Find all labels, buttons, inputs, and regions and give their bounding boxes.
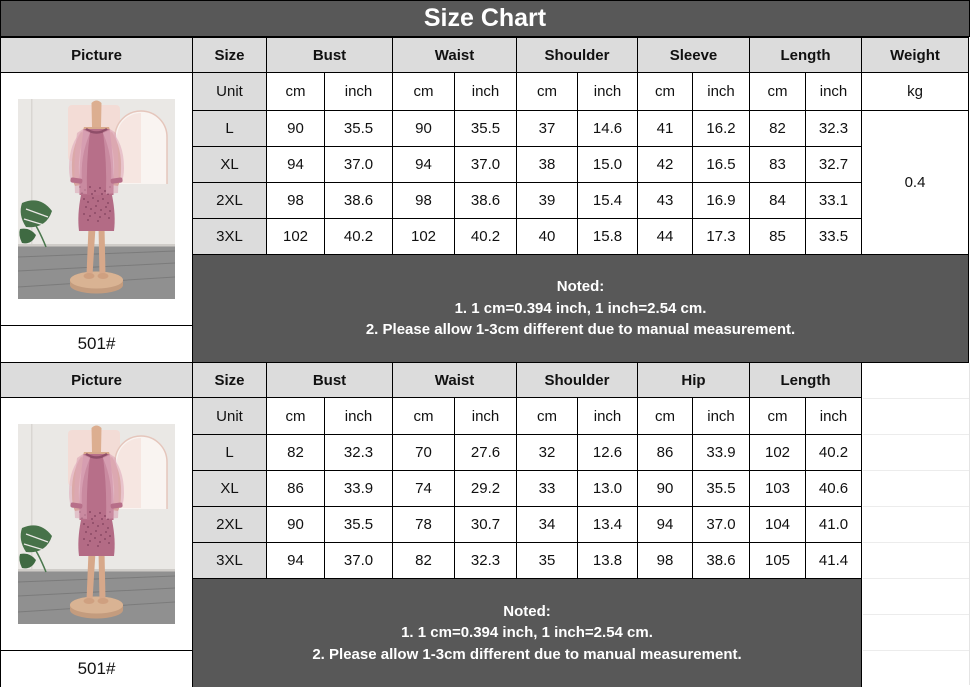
value-cell: 15.4: [578, 183, 638, 219]
unit-cell: cm: [267, 73, 325, 111]
noted-block: [193, 255, 969, 363]
value-cell: 33.9: [693, 435, 750, 471]
size-cell: 2XL: [193, 183, 267, 219]
product-photo: [18, 424, 175, 624]
value-cell: 32.3: [455, 543, 517, 579]
size-cell: XL: [193, 147, 267, 183]
col-header-bust: Bust: [267, 38, 393, 73]
value-cell: 85: [750, 219, 806, 255]
value-cell: 38.6: [325, 183, 393, 219]
unit-cell: inch: [806, 398, 862, 435]
product-code-label: 501#: [1, 326, 193, 363]
value-cell: 105: [750, 543, 806, 579]
value-cell: 37: [517, 111, 578, 147]
value-cell: 84: [750, 183, 806, 219]
value-cell: 32.7: [806, 147, 862, 183]
unit-cell: cm: [517, 398, 578, 435]
value-cell: 16.2: [693, 111, 750, 147]
value-cell: 13.4: [578, 507, 638, 543]
col-header-waist: Waist: [393, 363, 517, 398]
value-cell: 38.6: [693, 543, 750, 579]
note-line-1: 1. 1 cm=0.394 inch, 1 inch=2.54 cm.: [454, 299, 707, 317]
value-cell: 33.9: [325, 471, 393, 507]
value-cell: 35.5: [325, 507, 393, 543]
unit-cell: inch: [455, 398, 517, 435]
value-cell: 86: [267, 471, 325, 507]
unit-cell: inch: [806, 73, 862, 111]
value-cell: 29.2: [455, 471, 517, 507]
value-cell: 94: [267, 147, 325, 183]
note-heading: Noted:: [503, 602, 551, 620]
value-cell: 40.2: [325, 219, 393, 255]
value-cell: 30.7: [455, 507, 517, 543]
product-photo-cell: [1, 398, 193, 651]
unit-row-label: Unit: [193, 73, 267, 111]
value-cell: 43: [638, 183, 693, 219]
value-cell: 90: [267, 507, 325, 543]
note-heading: Noted:: [556, 278, 605, 296]
value-cell: 35.5: [455, 111, 517, 147]
value-cell: 27.6: [455, 435, 517, 471]
weight-unit-cell: kg: [862, 73, 969, 111]
noted-block: [193, 579, 862, 687]
value-cell: 37.0: [325, 147, 393, 183]
col-header-shoulder: Shoulder: [517, 38, 638, 73]
value-cell: 44: [638, 219, 693, 255]
value-cell: 37.0: [455, 147, 517, 183]
col-header-length: Length: [750, 38, 862, 73]
col-header-length: Length: [750, 363, 862, 398]
unit-cell: inch: [693, 398, 750, 435]
size-cell: 3XL: [193, 543, 267, 579]
value-cell: 38.6: [455, 183, 517, 219]
value-cell: 32: [517, 435, 578, 471]
value-cell: 90: [267, 111, 325, 147]
unit-cell: inch: [325, 398, 393, 435]
page-title: Size Chart: [0, 0, 970, 37]
col-header-picture: Picture: [1, 38, 193, 73]
col-header-sleeve: Sleeve: [638, 38, 750, 73]
value-cell: 16.5: [693, 147, 750, 183]
value-cell: 98: [393, 183, 455, 219]
product-photo: [18, 99, 175, 299]
value-cell: 98: [638, 543, 693, 579]
value-cell: 35.5: [325, 111, 393, 147]
col-header-weight: Weight: [862, 38, 969, 73]
size-cell: 3XL: [193, 219, 267, 255]
value-cell: 83: [750, 147, 806, 183]
value-cell: 37.0: [693, 507, 750, 543]
unit-cell: cm: [750, 398, 806, 435]
unit-cell: inch: [455, 73, 517, 111]
note-line-2: 2. Please allow 1-3cm different due to manual measurement.: [312, 645, 742, 663]
value-cell: 37.0: [325, 543, 393, 579]
value-cell: 82: [393, 543, 455, 579]
unit-cell: inch: [578, 398, 638, 435]
value-cell: 94: [638, 507, 693, 543]
value-cell: 12.6: [578, 435, 638, 471]
product-photo-cell: [1, 73, 193, 326]
unit-cell: inch: [578, 73, 638, 111]
col-header-shoulder: Shoulder: [517, 363, 638, 398]
value-cell: 15.8: [578, 219, 638, 255]
size-cell: XL: [193, 471, 267, 507]
value-cell: 102: [267, 219, 325, 255]
unit-cell: cm: [517, 73, 578, 111]
value-cell: 102: [750, 435, 806, 471]
value-cell: 42: [638, 147, 693, 183]
col-header-waist: Waist: [393, 38, 517, 73]
value-cell: 40.2: [806, 435, 862, 471]
size-table-1: [0, 37, 969, 363]
value-cell: 16.9: [693, 183, 750, 219]
value-cell: 40.6: [806, 471, 862, 507]
unit-cell: cm: [638, 398, 693, 435]
size-cell: L: [193, 111, 267, 147]
value-cell: 38: [517, 147, 578, 183]
value-cell: 41.4: [806, 543, 862, 579]
value-cell: 78: [393, 507, 455, 543]
value-cell: 82: [750, 111, 806, 147]
col-header-size: Size: [193, 363, 267, 398]
value-cell: 40.2: [455, 219, 517, 255]
value-cell: 90: [638, 471, 693, 507]
value-cell: 32.3: [806, 111, 862, 147]
value-cell: 98: [267, 183, 325, 219]
col-header-hip: Hip: [638, 363, 750, 398]
unit-cell: cm: [393, 398, 455, 435]
value-cell: 41.0: [806, 507, 862, 543]
size-cell: L: [193, 435, 267, 471]
value-cell: 14.6: [578, 111, 638, 147]
unit-cell: cm: [750, 73, 806, 111]
value-cell: 35: [517, 543, 578, 579]
weight-value-cell: 0.4: [862, 111, 969, 255]
value-cell: 15.0: [578, 147, 638, 183]
col-header-size: Size: [193, 38, 267, 73]
value-cell: 40: [517, 219, 578, 255]
value-cell: 94: [267, 543, 325, 579]
value-cell: 39: [517, 183, 578, 219]
value-cell: 90: [393, 111, 455, 147]
unit-cell: cm: [393, 73, 455, 111]
value-cell: 33.1: [806, 183, 862, 219]
value-cell: 35.5: [693, 471, 750, 507]
value-cell: 82: [267, 435, 325, 471]
value-cell: 13.8: [578, 543, 638, 579]
unit-cell: inch: [325, 73, 393, 111]
value-cell: 103: [750, 471, 806, 507]
value-cell: 102: [393, 219, 455, 255]
spreadsheet-gridlines: [863, 363, 970, 685]
col-header-picture: Picture: [1, 363, 193, 398]
value-cell: 86: [638, 435, 693, 471]
value-cell: 32.3: [325, 435, 393, 471]
note-line-1: 1. 1 cm=0.394 inch, 1 inch=2.54 cm.: [401, 624, 653, 642]
value-cell: 17.3: [693, 219, 750, 255]
size-table-2: [0, 362, 862, 687]
unit-cell: cm: [638, 73, 693, 111]
value-cell: 74: [393, 471, 455, 507]
note-line-2: 2. Please allow 1-3cm different due to manual measurement.: [365, 321, 796, 339]
value-cell: 70: [393, 435, 455, 471]
value-cell: 94: [393, 147, 455, 183]
unit-row-label: Unit: [193, 398, 267, 435]
product-code-label: 501#: [1, 651, 193, 687]
col-header-bust: Bust: [267, 363, 393, 398]
unit-cell: inch: [693, 73, 750, 111]
unit-cell: cm: [267, 398, 325, 435]
size-cell: 2XL: [193, 507, 267, 543]
value-cell: 33: [517, 471, 578, 507]
value-cell: 41: [638, 111, 693, 147]
value-cell: 34: [517, 507, 578, 543]
value-cell: 104: [750, 507, 806, 543]
value-cell: 33.5: [806, 219, 862, 255]
value-cell: 13.0: [578, 471, 638, 507]
